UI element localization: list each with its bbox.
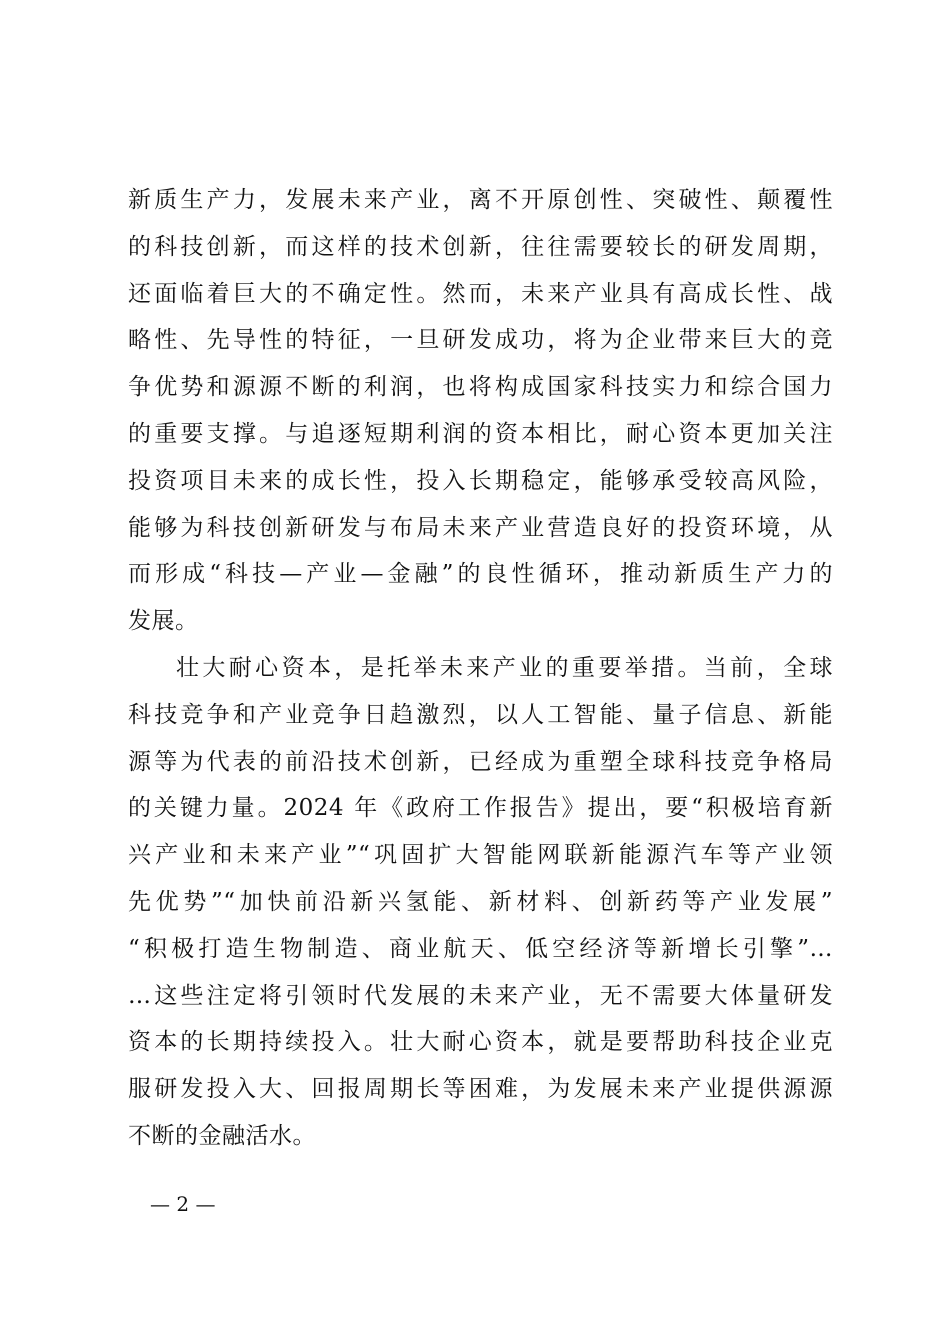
text-line: 投资项目未来的成长性，投入长期稳定，能够承受较高风险， [128,467,833,494]
text-line: 能够为科技创新研发与布局未来产业营造良好的投资环境，从 [128,514,833,541]
text-line: 服研发投入大、回报周期长等困难，为发展未来产业提供源源 [128,1076,833,1103]
text-line: 源等为代表的前沿技术创新，已经成为重塑全球科技竞争格局 [128,748,833,775]
text-line: 还面临着巨大的不确定性。然而，未来产业具有高成长性、战 [128,280,833,307]
body-paragraph-2 [128,645,833,1160]
text-line: 兴产业和未来产业”“巩固扩大智能网联新能源汽车等产业领 [128,842,833,869]
text-line: 的重要支撑。与追逐短期利润的资本相比，耐心资本更加关注 [128,420,833,447]
text-line: 壮大耐心资本，是托举未来产业的重要举措。当前，全球 [176,655,833,681]
text-line: “积极打造生物制造、商业航天、低空经济等新增长引擎”… [128,935,833,962]
text-line: 先优势”“加快前沿新兴氢能、新材料、创新药等产业发展” [128,888,833,915]
text-line: 发展。 [128,608,199,635]
text-line: 而形成“科技—产业—金融”的良性循环，推动新质生产力的 [128,561,833,588]
text-line: 的关键力量。2024 年《政府工作报告》提出，要“积极培育新 [128,795,833,822]
text-line: 争优势和源源不断的利润，也将构成国家科技实力和综合国力 [128,374,833,401]
text-line: 略性、先导性的特征，一旦研发成功，将为企业带来巨大的竞 [128,327,833,354]
text-line: …这些注定将引领时代发展的未来产业，无不需要大体量研发 [128,982,833,1009]
page-number: — 2 — [150,1192,216,1216]
text-line: 资本的长期持续投入。壮大耐心资本，就是要帮助科技企业克 [128,1029,833,1056]
text-line: 新质生产力，发展未来产业，离不开原创性、突破性、颠覆性 [128,187,833,213]
body-paragraph-1 [128,177,833,645]
text-line: 的科技创新，而这样的技术创新，往往需要较长的研发周期， [128,233,833,260]
text-line: 科技竞争和产业竞争日趋激烈，以人工智能、量子信息、新能 [128,701,833,728]
text-line: 不断的金融活水。 [128,1122,316,1149]
